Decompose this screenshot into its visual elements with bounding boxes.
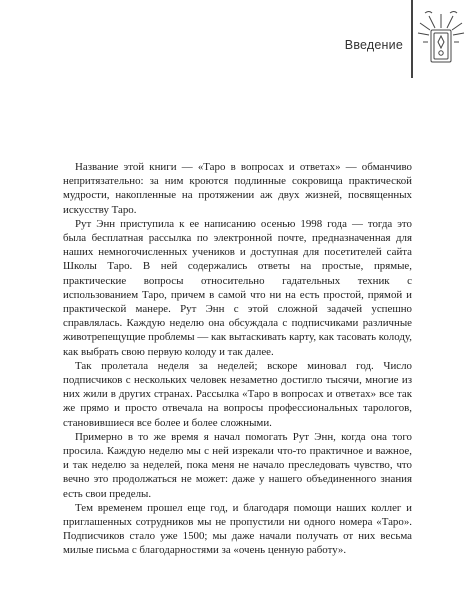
- paragraph-2: Рут Энн приступила к ее написанию осенью 1998 года — тогда это была бесплатная рассылка по электронной почте, предназначенная для наших немногочисленных учеников и доступная для посетителей сайта Школы Таро. В ней содержались ответы на простые, прямые, практические вопросы относительно гадательных техник с использованием Таро, причем в самой что ни на есть простой, прямой и практической манере. Рут Энн с этой сложной задачей успешно справлялась. Каждую неделю она обсуждала с подписчиками различные животрепещущие проблемы — как вытаскивать карту, как тасовать колоду, как выбрать свою первую колоду и так далее.: [63, 217, 412, 358]
- section-title: Введение: [344, 38, 403, 52]
- header-rule: [411, 0, 413, 78]
- paragraph-3: Так пролетала неделя за неделей; вскоре миновал год. Число подписчиков с нескольких человек незаметно достигло тысячи, многие из них жили в других странах. Рассылка «Таро в вопросах и ответах» все так же прямо и просто отвечала на вопросы профессиональных тарологов, становившиеся все более и более сложными.: [63, 359, 412, 429]
- tarot-card-emblem-icon: [416, 8, 468, 68]
- body-text: [63, 160, 412, 558]
- paragraph-5: Тем временем прошел еще год, и благодаря помощи наших коллег и приглашенных сотрудников мы не пропустили ни одного номера «Таро». Подписчиков стало уже 1500; мы даже начали получать от них весьма милые письма с благодарностями за «очень ценную работу».: [63, 501, 412, 557]
- page-header: [0, 0, 473, 80]
- paragraph-1: Название этой книги — «Таро в вопросах и ответах» — обманчиво непритязательно: за ним кроются подлинные сокровища практической мудрости, накопленные на протяжении аж двух жизней, посвященных искусству Таро.: [63, 161, 412, 216]
- paragraph-4: Примерно в то же время я начал помогать Рут Энн, когда она того просила. Каждую неделю мы с ней изрекали что-то практичное и важное, и так неделю за неделей, пока меня не начало преследовать чувство, что вечно это продолжаться не может: даже у нашего объединенного знания есть свои пределы.: [63, 430, 412, 500]
